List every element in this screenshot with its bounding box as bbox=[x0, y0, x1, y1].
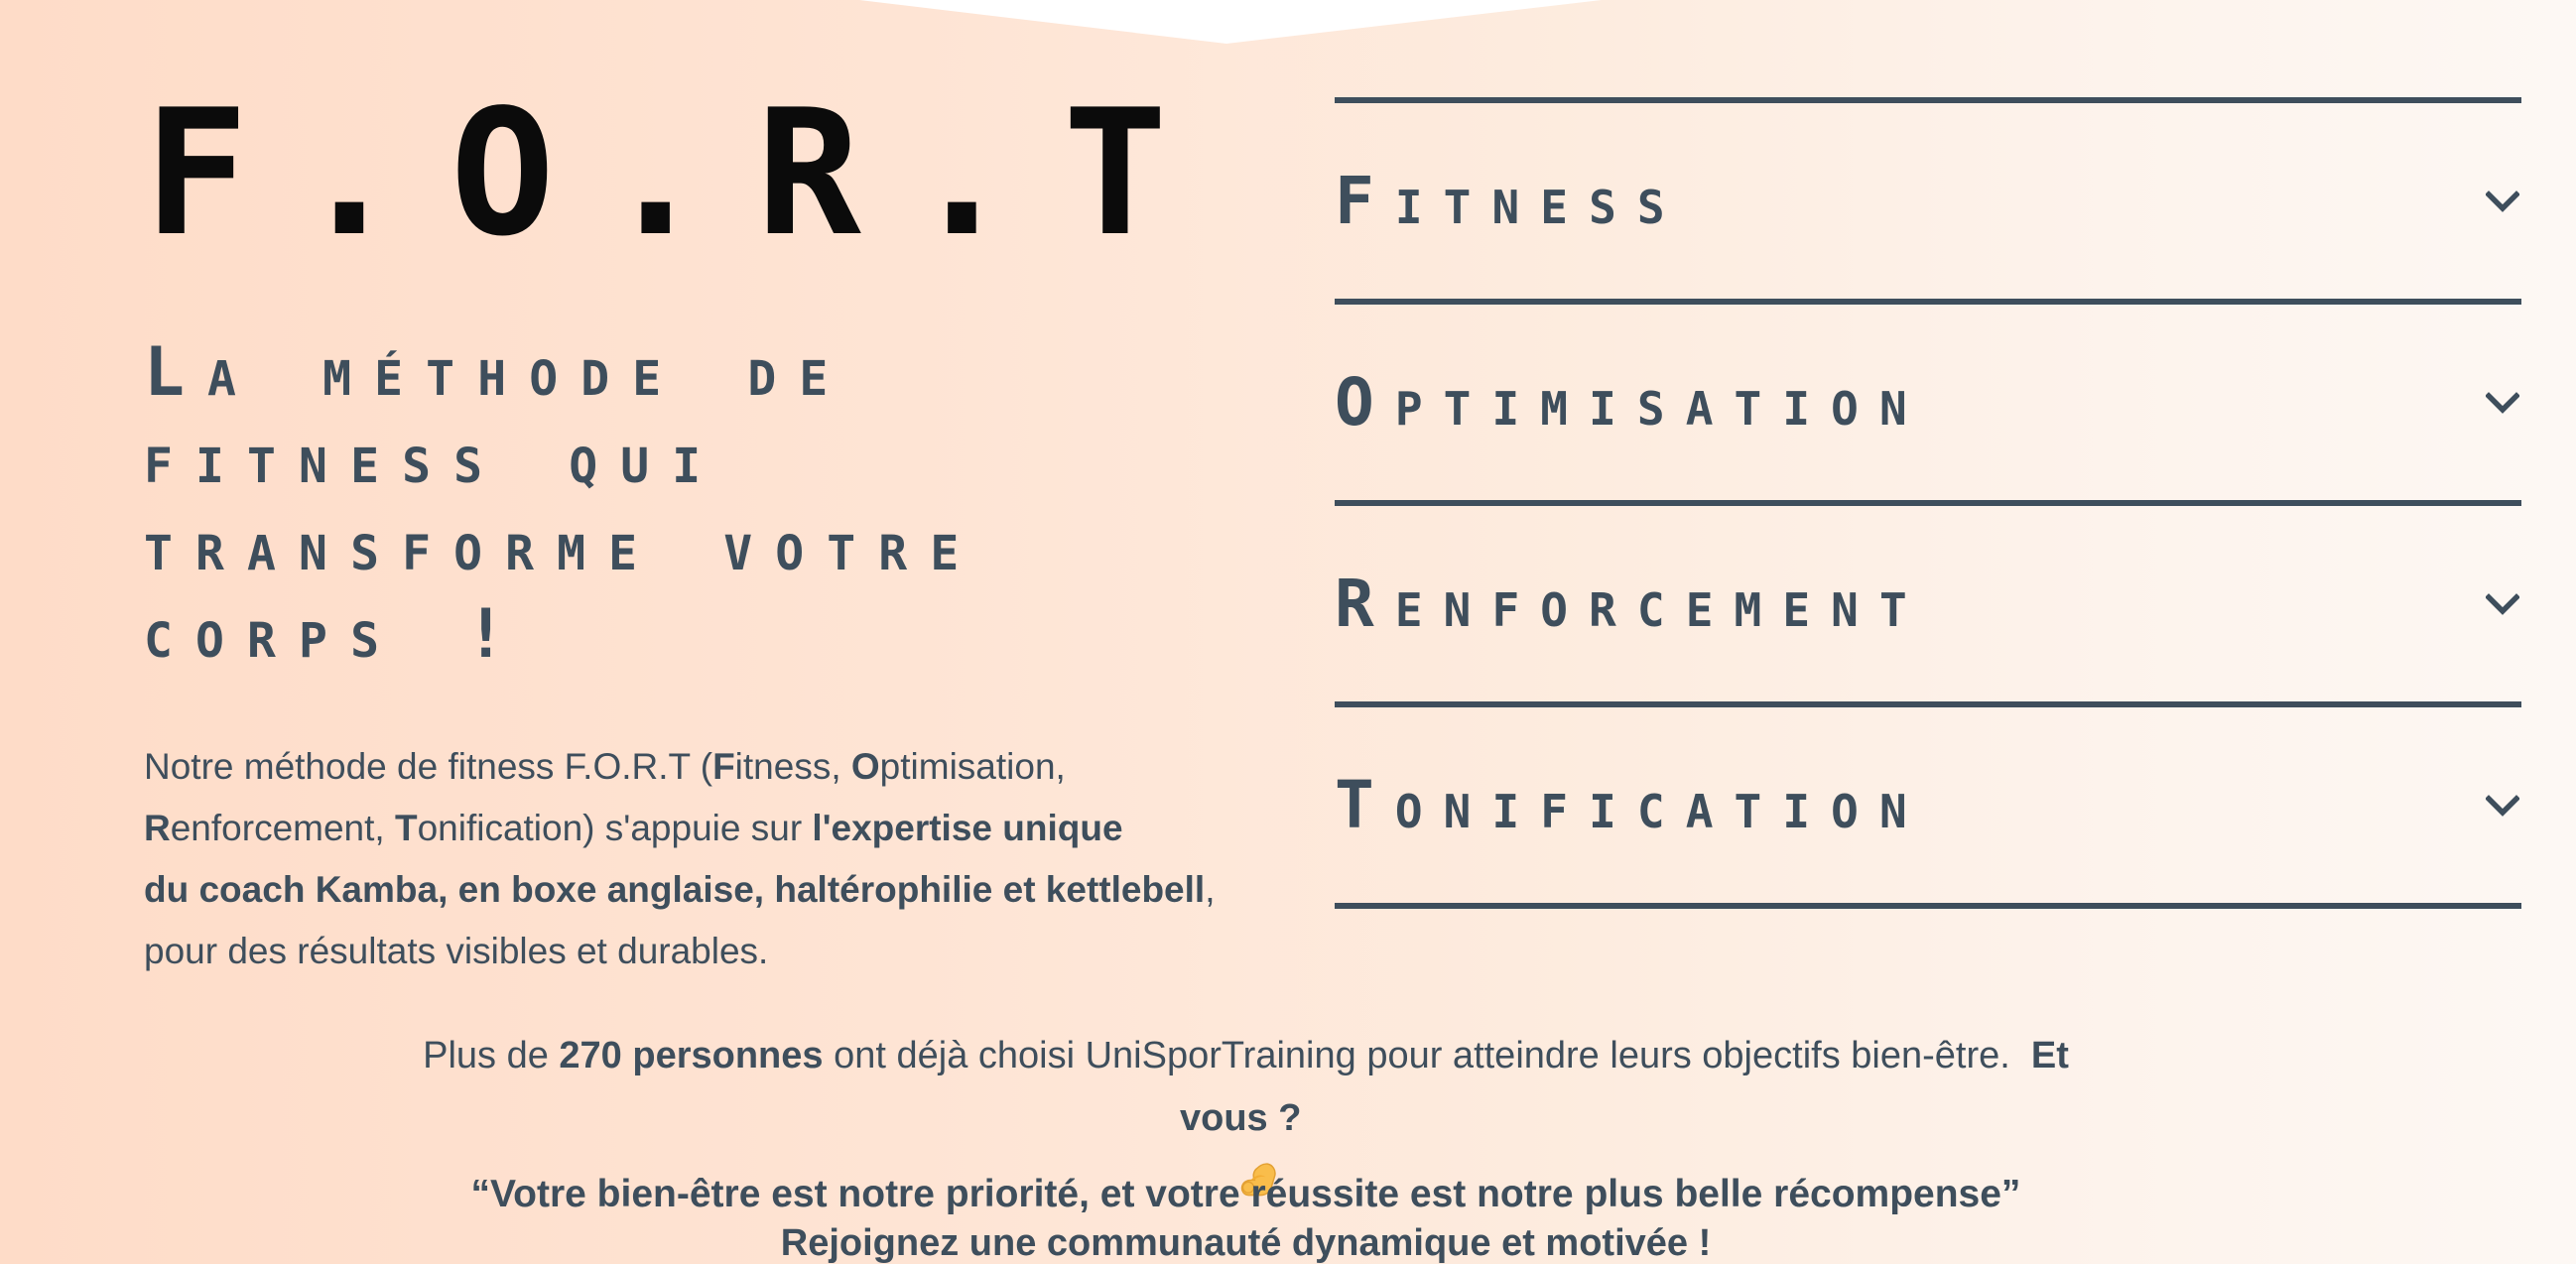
hero-subtitle: La méthode de fitness qui transforme votre corps ! bbox=[144, 333, 982, 674]
brand-title: F.O.R.T bbox=[144, 73, 1217, 275]
accordion-item-renforcement[interactable] bbox=[1335, 500, 2521, 701]
accordion-item-optimisation[interactable] bbox=[1335, 299, 2521, 500]
accordion-item-tonification[interactable] bbox=[1335, 701, 2521, 903]
motto-quote: “Votre bien-être est notre priorité, et votre réussite est notre plus belle récompense” bbox=[470, 1173, 2021, 1215]
accordion-item-label: Fitness bbox=[1335, 163, 1686, 239]
accordion-item-fitness[interactable] bbox=[1335, 97, 2521, 299]
hero-description: Notre méthode de fitness F.O.R.T (Fitness, Optimisation, Renforcement, Tonification) s'appuie sur l'expertise unique du coach Kamba, en boxe anglaise, haltérophilie et kettlebell, pour des résultats visibles et durables. bbox=[144, 746, 1216, 971]
chevron-down-icon bbox=[2486, 794, 2519, 818]
chevron-down-icon bbox=[2486, 592, 2519, 616]
section-top-notch-divider bbox=[0, 0, 2576, 50]
community-cta-text: Plus de 270 personnes ont déjà choisi UniSporTraining pour atteindre leurs objectifs bien-être. Et vous ? Rejoignez une communauté dynamique et motivée ! bbox=[423, 1035, 2069, 1264]
chevron-down-icon bbox=[2486, 190, 2519, 213]
chevron-down-icon bbox=[2486, 391, 2519, 415]
method-accordion bbox=[1335, 97, 2521, 909]
accordion-item-label: Renforcement bbox=[1335, 566, 1928, 642]
accordion-item-label: Tonification bbox=[1335, 767, 1928, 843]
accordion-item-label: Optimisation bbox=[1335, 364, 1928, 441]
